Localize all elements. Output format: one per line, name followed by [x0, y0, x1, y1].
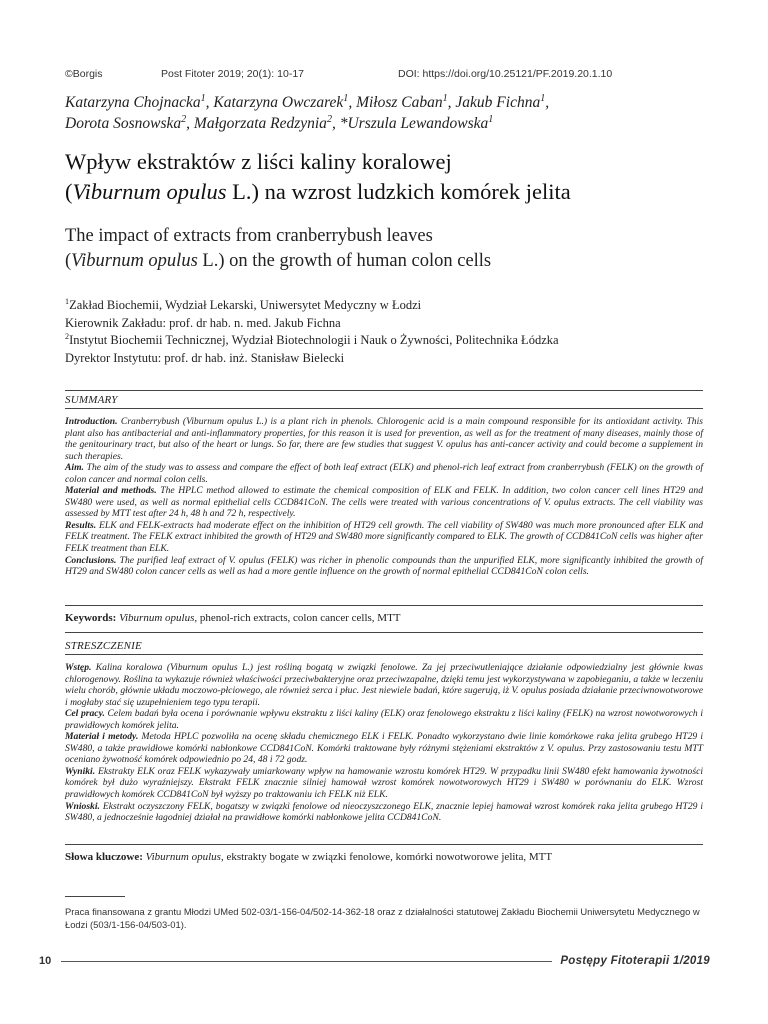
abstract-text: Kalina koralowa (Viburnum opulus L.) jest rośliną bogatą w związki fenolowe. Za jej przeciwutleniające działanie odpowiedzialny jest głównie kwas chlorogenowy. Roślina ta wykazuje również właściwości przeciwbakteryjne oraz przeciwzapalne, dzięki temu jest wykorzystywana w zapobieganiu, a także w leczeniu wielu chorób, głównie układu moczowo-płciowego, ale również serca i płuc. Jest niewiele badań, które sugerują, iż V. opulus posiada działanie przeciwnowotworowe i mogłaby stać się uzupełnieniem tego typu terapii. [65, 662, 703, 708]
abstract-paragraph [65, 766, 703, 801]
summary-heading-rule [65, 408, 703, 409]
author-affiliation-mark: 2 [181, 113, 187, 125]
streszczenie-top-rule [65, 632, 703, 633]
title-en-line-1: The impact of extracts from cranberrybush leaves [65, 226, 433, 246]
affiliation-text: Zakład Biochemii, Wydział Lekarski, Uniwersytet Medyczny w Łodzi [69, 298, 422, 312]
publisher-label: ©Borgis [65, 68, 103, 80]
affiliation-mark: 1 [65, 296, 70, 306]
abstract-label: Materiał i metody. [65, 731, 139, 743]
citation-label: Post Fitoter 2019; 20(1): 10-17 [161, 68, 304, 80]
affiliation-text: Kierownik Zakładu: prof. dr hab. n. med. Jakub Fichna [65, 315, 341, 330]
abstract-text: The purified leaf extract of V. opulus (FELK) was richer in phenolic compounds than the unpurified ELK, more significantly inhibited the growth of HT29 and SW480 colon cancer cells as well as had a more gentle influence on the growth of normal epithelial CCD841CoN colon cells. [65, 554, 703, 578]
running-header [65, 68, 713, 84]
abstract-paragraph [65, 662, 703, 708]
abstract-label: Material and methods. [65, 485, 157, 497]
affiliation-text: Dyrektor Instytutu: prof. dr hab. inż. Stanisław Bielecki [65, 350, 345, 365]
abstract-text: ELK and FELK-extracts had moderate effect on the inhibition of HT29 cell growth. The cell viability of SW480 was much more pronounced after ELK and FELK treatment. The FELK extract inhibited the growth of HT29 and SW480 more significantly compared to ELK. The growth of CCD841CoN cells was higher after FELK treatment than ELK. [65, 519, 703, 555]
streszczenie-abstract [65, 662, 703, 824]
summary-heading: SUMMARY [65, 394, 118, 406]
author-separator: , [331, 115, 340, 132]
affiliation-line [65, 315, 725, 333]
title-pl-line-2 [65, 177, 725, 207]
title-en-paren: ( [65, 251, 72, 271]
affiliation-line [65, 332, 725, 350]
title-pl-rest: L.) na wzrost ludzkich komórek jelita [226, 179, 571, 204]
abstract-paragraph [65, 520, 703, 555]
abstract-paragraph [65, 801, 703, 824]
title-pl-species: Viburnum opulus [72, 179, 227, 204]
abstract-label: Wnioski. [65, 800, 100, 812]
author-affiliation-mark: 2 [326, 113, 332, 125]
affiliation-mark: 2 [65, 331, 70, 341]
author-line-2 [65, 113, 705, 134]
abstract-paragraph [65, 416, 703, 462]
streszczenie-bottom-rule [65, 844, 703, 845]
affiliations [65, 297, 725, 367]
author-separator: , [348, 94, 357, 111]
keywords-species: Viburnum opulus [119, 612, 195, 624]
keywords-list: , phenol-rich extracts, colon cancer cells, MTT [194, 612, 401, 624]
author-name: Małgorzata Redzynia [193, 115, 327, 132]
author-name: Katarzyna Owczarek [213, 94, 344, 111]
author-affiliation-mark: 1 [200, 92, 206, 104]
author-name: Jakub Fichna [455, 94, 541, 111]
abstract-label: Cel pracy. [65, 708, 105, 720]
summary-bottom-rule [65, 605, 703, 606]
abstract-label: Wyniki. [65, 765, 96, 777]
author-name: Miłosz Caban [356, 94, 443, 111]
abstract-text: Ekstrakt oczyszczony FELK, bogatszy w związki fenolowe od nieoczyszczonego ELK, znacznie lepiej hamował wzrost komórek raka jelita grubego HT29 i SW480, a jednocześnie łagodniej działał na prawidłowe komórki nabłonkowe jelita CCD841CoN. [65, 800, 703, 824]
page-number: 10 [35, 952, 61, 971]
author-line-1 [65, 92, 705, 113]
author-separator: , [186, 115, 194, 132]
streszczenie-heading: STRESZCZENIE [65, 640, 142, 652]
abstract-label: Conclusions. [65, 554, 117, 566]
slowa-kluczowe-list: , ekstrakty bogate w związki fenolowe, komórki nowotworowe jelita, MTT [220, 851, 553, 863]
abstract-text: Ekstrakty ELK oraz FELK wykazywały umiarkowany wpływ na hamowanie wzrostu komórek HT29. W przypadku linii SW480 efekt hamowania żywotności komórek był dużo wyraźniejszy. Ekstrakt FELK znacznie silniej hamował wzrost komórek nowotworowych HT29 i SW480 w porównaniu do ELK. Wzrost prawidłowych komórek CCD841CoN był wyższy po traktowaniu ich FELK niż ELK. [65, 765, 703, 801]
slowa-kluczowe-species: Viburnum opulus [145, 851, 221, 863]
journal-name: Postępy Fitoterapii 1/2019 [552, 952, 710, 971]
keywords-english [65, 612, 705, 624]
author-separator: , [545, 94, 550, 111]
footnote-rule [65, 896, 125, 897]
abstract-label: Results. [65, 519, 97, 531]
article-title-polish [65, 147, 725, 207]
title-en-line-2 [65, 249, 725, 274]
abstract-paragraph [65, 708, 703, 731]
abstract-paragraph [65, 485, 703, 520]
streszczenie-heading-rule [65, 654, 703, 655]
author-affiliation-mark: 1 [343, 92, 349, 104]
summary-abstract [65, 416, 703, 578]
author-list [65, 92, 705, 134]
funding-note: Praca finansowana z grantu Młodzi UMed 502-03/1-156-04/502-14-362-18 oraz z działalności statutowej Zakładu Biochemii Uniwersytetu Medycznego w Łodzi (503/1-156-04/503-01). [65, 906, 700, 930]
title-en-species: Viburnum opulus [71, 251, 198, 271]
abstract-text: Celem badań była ocena i porównanie wpływu ekstraktu z liści kaliny (ELK) oraz fenolowego ekstraktu z liści kaliny (FELK) na wzrost nowotworowych i prawidłowych komórek jelita. [65, 708, 703, 731]
abstract-paragraph [65, 731, 703, 766]
abstract-text: The HPLC method allowed to estimate the chemical composition of ELK and FELK. In addition, two colon cancer cell lines HT29 and SW480 were used, as well as normal epithelial cells CCD841CoN. The cells were treated with various concentrations of V. opulus extracts. The cell viability was assessed by MTT test after 24 h, 48 h and 72 h, respectively. [65, 485, 703, 520]
title-pl-line-1: Wpływ ekstraktów z liści kaliny koralowej [65, 149, 452, 174]
author-name: Dorota Sosnowska [65, 115, 182, 132]
affiliation-line [65, 297, 725, 315]
keywords-polish [65, 851, 705, 863]
author-name: *Urszula Lewandowska [339, 115, 489, 132]
doi-link[interactable]: DOI: https://doi.org/10.25121/PF.2019.20.1.10 [398, 68, 613, 80]
summary-top-rule [65, 390, 703, 391]
affiliation-text: Instytut Biochemii Technicznej, Wydział Biotechnologii i Nauk o Żywności, Politechnika Łódzka [69, 333, 559, 347]
abstract-label: Wstęp. [65, 662, 92, 673]
abstract-label: Introduction. [65, 416, 118, 427]
title-en-rest: L.) on the growth of human colon cells [197, 251, 492, 271]
title-pl-paren: ( [65, 179, 73, 204]
abstract-paragraph [65, 555, 703, 578]
keywords-label: Keywords: [65, 612, 117, 624]
abstract-label: Aim. [65, 462, 84, 474]
author-affiliation-mark: 1 [488, 113, 494, 125]
article-title-english [65, 224, 725, 274]
author-separator: , [205, 94, 214, 111]
abstract-text: Cranberrybush (Viburnum opulus L.) is a plant rich in phenols. Chlorogenic acid is a main compound responsible for its antioxidant activity. This plant also has antibacterial and anti-inflammatory properties, for this reason it is used for prevention, as well as for the treatment of many diseases, mainly those of the genitourinary tract, but also of the heart or lungs. So far, there are few studies that suggest V. opulus has anti-cancer activity and could become a supplement in such therapies. [65, 416, 703, 462]
page-footer [35, 952, 710, 972]
author-affiliation-mark: 1 [442, 92, 448, 104]
abstract-text: Metoda HPLC pozwoliła na ocenę składu chemicznego ELK i FELK. Ponadto wykorzystano dwie linie komórkowe raka jelita grubego HT29 i SW480, a także prawidłowe komórki nabłonkowe CCD841CoN. Komórki traktowane były różnymi stężeniami ekstraktów z V. opulus. Przy zastosowaniu testu MTT oceniano żywotność komórek odpowiednio po 24, 48 i 72 godz. [65, 731, 703, 766]
author-separator: , [447, 94, 456, 111]
author-affiliation-mark: 1 [540, 92, 546, 104]
abstract-text: The aim of the study was to assess and compare the effect of both leaf extract (ELK) and phenol-rich leaf extract from cranberrybush (FELK) on the growth of colon cancer and normal colon cells. [65, 462, 703, 485]
affiliation-line [65, 350, 725, 368]
abstract-paragraph [65, 462, 703, 485]
slowa-kluczowe-label: Słowa kluczowe: [65, 851, 143, 863]
author-name: Katarzyna Chojnacka [65, 94, 201, 111]
